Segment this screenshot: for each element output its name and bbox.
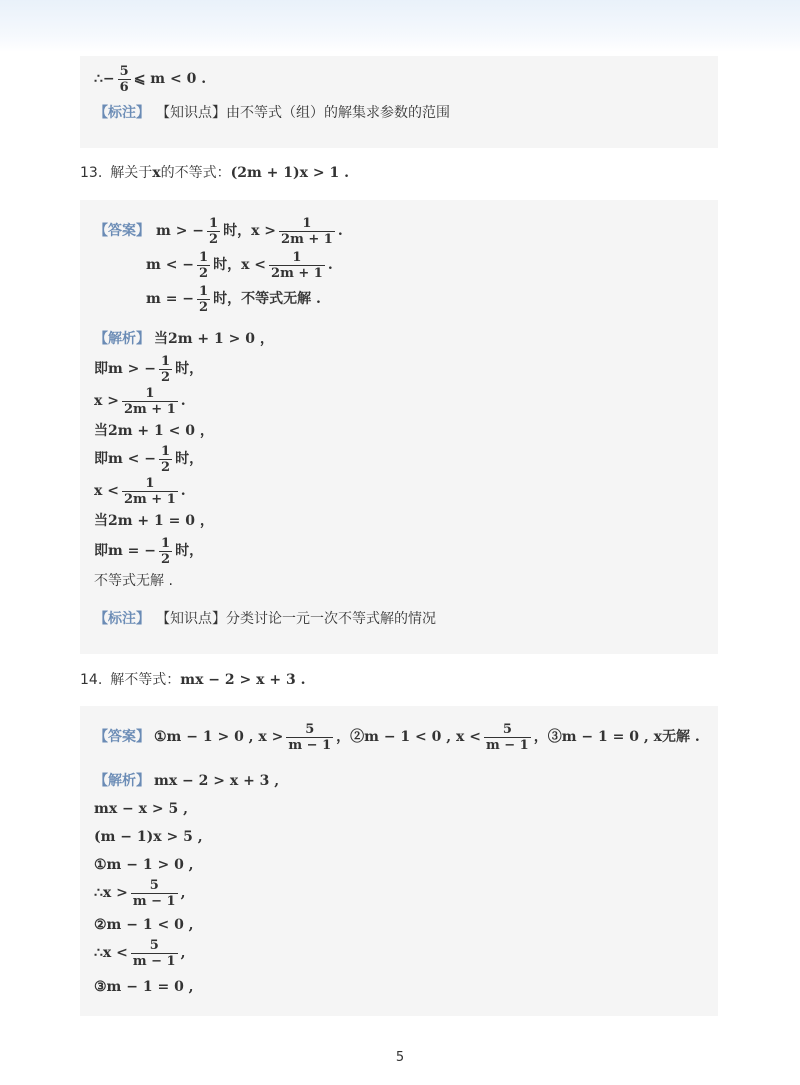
math-text: ⩽ m < 0 . <box>133 71 207 87</box>
answer-tag: 【答案】 <box>94 223 150 239</box>
fraction <box>131 938 178 969</box>
q14-analysis-s6 <box>94 916 194 934</box>
q13-answer-line2 <box>146 248 333 282</box>
fraction <box>159 444 172 475</box>
math-text: (m − 1)x > 5 , <box>94 829 203 845</box>
math-text: 当2m + 1 = 0 ， <box>94 513 214 529</box>
numerator: 1 <box>199 249 209 265</box>
math-text: mx − 2 > x + 3 , <box>154 773 280 789</box>
q13-note <box>94 610 436 628</box>
denominator: m − 1 <box>485 737 529 753</box>
numerator: 1 <box>145 385 155 401</box>
math-text: ∴− <box>94 71 115 87</box>
denominator: m − 1 <box>132 953 176 969</box>
q13-analysis-s8 <box>94 534 203 568</box>
numerator: 1 <box>145 475 155 491</box>
math-text: 即m = − <box>94 543 157 559</box>
math-text: . <box>337 223 343 239</box>
math-text: ①m − 1 > 0 , <box>94 857 194 873</box>
answer-tag: 【答案】 <box>94 729 150 745</box>
denominator: 2m + 1 <box>281 231 333 247</box>
q13-analysis-s9 <box>94 572 173 590</box>
math-text: 当2m + 1 < 0 ， <box>94 423 214 439</box>
fraction <box>286 722 333 753</box>
fraction <box>207 216 220 247</box>
question-13 <box>80 164 349 182</box>
q14-analysis-s4 <box>94 856 194 874</box>
q14-analysis-s5 <box>94 876 185 910</box>
numerator: 1 <box>161 443 171 459</box>
denominator: 2 <box>199 299 209 315</box>
math-text: m = − <box>146 291 195 307</box>
math-text: ②m − 1 < 0 , <box>94 917 194 933</box>
denominator: 2m + 1 <box>123 401 176 417</box>
denominator: 2 <box>161 369 171 385</box>
math-text: ③m − 1 = 0 , <box>94 979 194 995</box>
math-text: x > <box>94 393 119 409</box>
denominator: 2 <box>161 459 171 475</box>
math-text: 即m < − <box>94 451 157 467</box>
math-text: . <box>180 483 186 499</box>
numerator: 1 <box>199 283 209 299</box>
denominator: 2 <box>209 231 219 247</box>
math-text: x <box>152 165 161 181</box>
question-number: 14. <box>80 672 103 688</box>
math-text: 即m > − <box>94 361 157 377</box>
math-text: , <box>180 885 186 901</box>
denominator: m − 1 <box>132 893 176 909</box>
math-expression: mx − 2 > x + 3 . <box>180 672 306 688</box>
math-text: ∴x > <box>94 885 128 901</box>
math-text: . <box>180 393 186 409</box>
numerator: 1 <box>292 249 302 265</box>
math-text: ，②m − 1 < 0 , x < <box>336 729 481 745</box>
note-tag: 【标注】 <box>94 105 150 121</box>
numerator: 5 <box>149 877 159 893</box>
fraction <box>131 878 178 909</box>
analysis-text: 不等式无解 . <box>94 573 173 589</box>
q13-answer-line3 <box>146 282 321 316</box>
math-text: , <box>180 945 186 961</box>
q13-analysis-s5 <box>94 442 203 476</box>
q14-analysis-s2 <box>94 800 188 818</box>
math-text: 时， <box>175 543 204 559</box>
fraction <box>279 216 335 247</box>
numerator: 1 <box>161 353 171 369</box>
note-text: 【知识点】由不等式（组）的解集求参数的范围 <box>156 105 450 121</box>
fraction <box>197 250 210 281</box>
math-text: 时，x > <box>223 223 277 239</box>
denominator: 2 <box>199 265 209 281</box>
fraction <box>159 354 172 385</box>
question-text: 的不等式： <box>160 165 231 181</box>
q13-analysis-s7 <box>94 512 214 530</box>
fraction <box>269 250 325 281</box>
prev-note <box>94 104 450 122</box>
numerator: 1 <box>161 535 171 551</box>
note-text: 【知识点】分类讨论一元一次不等式解的情况 <box>156 611 436 627</box>
q14-answer <box>94 720 700 754</box>
math-text: x < <box>94 483 119 499</box>
math-text: 当2m + 1 > 0 ， <box>154 331 274 347</box>
denominator: 2m + 1 <box>123 491 176 507</box>
question-text: 解关于 <box>110 165 153 181</box>
q13-analysis-s3 <box>94 384 186 418</box>
question-number: 13. <box>80 165 103 181</box>
q14-analysis-s7 <box>94 936 185 970</box>
question-text: 解不等式： <box>110 672 181 688</box>
fraction <box>122 476 178 507</box>
math-text: ①m − 1 > 0 , x > <box>154 729 284 745</box>
denominator: 6 <box>119 79 129 95</box>
analysis-tag: 【解析】 <box>94 773 150 789</box>
question-14 <box>80 671 305 689</box>
q13-answer-line1 <box>94 214 343 248</box>
math-text: . <box>327 257 333 273</box>
math-text: 时，x < <box>213 257 267 273</box>
fraction <box>159 536 172 567</box>
q13-analysis-s4 <box>94 422 214 440</box>
math-text: 时，不等式无解 . <box>213 291 321 307</box>
note-tag: 【标注】 <box>94 611 150 627</box>
numerator: 5 <box>149 937 159 953</box>
denominator: m − 1 <box>288 737 332 753</box>
header-band <box>0 0 800 52</box>
math-text: 时， <box>175 361 204 377</box>
q14-analysis-s1 <box>94 772 279 790</box>
numerator: 1 <box>302 215 312 231</box>
fraction <box>197 284 210 315</box>
math-text: mx − x > 5 , <box>94 801 188 817</box>
q14-analysis-s3 <box>94 828 203 846</box>
denominator: 2 <box>161 551 171 567</box>
numerator: 5 <box>502 721 512 737</box>
math-text: ∴x < <box>94 945 128 961</box>
math-expression: (2m + 1)x > 1 . <box>230 165 349 181</box>
analysis-tag: 【解析】 <box>94 331 150 347</box>
q13-analysis-s2 <box>94 352 203 386</box>
therefore-line <box>94 62 206 96</box>
numerator: 1 <box>209 215 219 231</box>
fraction <box>122 386 178 417</box>
fraction <box>118 64 131 95</box>
math-text: ，③m − 1 = 0 , x无解 . <box>533 729 700 745</box>
q14-analysis-s8 <box>94 978 194 996</box>
math-text: m > − <box>156 223 205 239</box>
page-number: 5 <box>395 1050 405 1065</box>
denominator: 2m + 1 <box>271 265 323 281</box>
math-text: m < − <box>146 257 195 273</box>
q13-analysis-s6 <box>94 474 186 508</box>
numerator: 5 <box>305 721 315 737</box>
math-text: 时， <box>175 451 204 467</box>
q13-analysis-s1 <box>94 330 274 348</box>
numerator: 5 <box>119 63 129 79</box>
fraction <box>484 722 531 753</box>
